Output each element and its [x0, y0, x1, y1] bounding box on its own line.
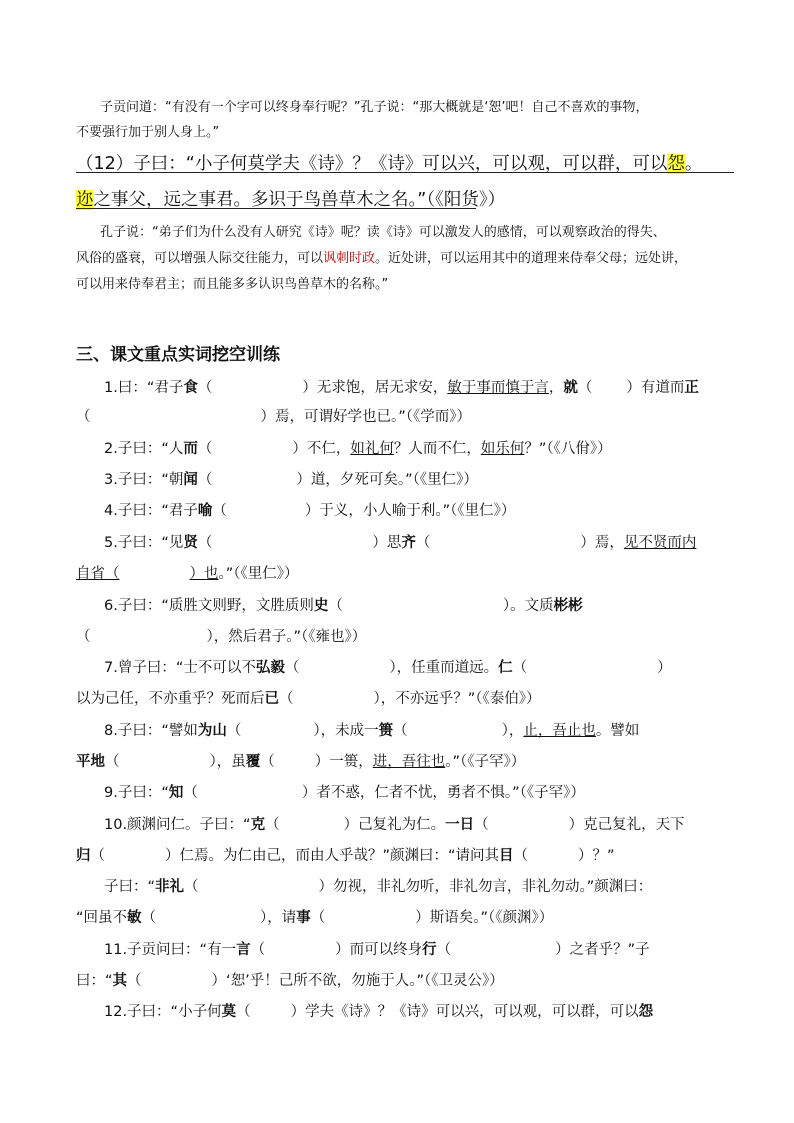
q6-line-2 [76, 625, 794, 646]
q4-text-2: ）于义，小人喻于利。”（《里仁》） [304, 503, 516, 519]
q5-line-2 [76, 562, 794, 583]
q5-line-1 [104, 531, 794, 552]
q10-text-9: ），请 [260, 910, 297, 926]
q1-text-3: ）有道而 [626, 380, 685, 396]
q10-line-1 [104, 813, 794, 834]
q5-text-3: ）焉， [580, 535, 624, 551]
q7-line-2 [76, 687, 794, 708]
q1-text: 1.曰：“君子 [104, 380, 184, 396]
q1-comma: ， [548, 380, 564, 396]
q11-paren: （ [250, 942, 266, 958]
q10-key: 克 [250, 817, 266, 833]
q11-line-2 [76, 969, 794, 990]
q11-paren-3: （ [127, 973, 142, 989]
q8-text-4: 。譬如 [595, 723, 640, 739]
q10-text-3: ）克己复礼，天下 [568, 817, 685, 833]
q7-line-1 [104, 656, 794, 677]
intro-line-1: 子贡问道：“有没有一个字可以终身奉行呢？”孔子说：“那大概就是‘恕’吧！自己不喜欢的事物， [100, 100, 649, 115]
q8-line-1 [104, 719, 794, 740]
q6-text: 6.子曰：“质胜文则野，文胜质则 [104, 598, 314, 614]
q1-paren-2: （ [577, 380, 593, 396]
q8-paren: （ [226, 723, 242, 739]
q5-paren-3: （ [105, 566, 120, 582]
q2-text-3: ？人而不仁， [393, 441, 481, 457]
q2-paren: （ [197, 441, 213, 457]
q6-line-1 [104, 594, 794, 615]
q1-key-3: 正 [684, 380, 699, 396]
q6-key-2: 彬彬 [553, 598, 583, 614]
q10-key-4: 目 [499, 848, 514, 864]
quote12-highlight-er: 迩 [76, 190, 94, 210]
q1-paren-3: （ [76, 409, 91, 425]
q6-text-3: ），然后君子。”（《雍也》） [206, 629, 367, 645]
q12-text: 12.子曰：“小子何 [104, 1004, 222, 1020]
q10-text-2: ）己复礼为仁。 [343, 817, 446, 833]
q7-text-4: ），不亦远乎？”（《泰伯》） [373, 691, 541, 707]
q10-key-5: 非礼 [155, 879, 185, 895]
q3-paren: （ [197, 472, 213, 488]
q9-key: 知 [168, 785, 184, 801]
q1-line-1 [104, 376, 794, 397]
q11-text-5: ）‘恕’乎！己所不欲，勿施于人。”（《卫灵公》） [211, 973, 504, 989]
q10-key-2: 一日 [445, 817, 475, 833]
q2-line [104, 437, 794, 458]
quote12-text: （12）子曰：“小子何莫学夫《诗》？《诗》可以兴，可以观，可以群，可以 [76, 154, 668, 174]
q1-line-2 [76, 405, 794, 426]
q5-underlined-2: 自省 [76, 566, 105, 582]
translation-line-1: 孔子说：“弟子们为什么没有人研究《诗》呢？读《诗》可以激发人的感情，可以观察政治的得失、 [100, 225, 666, 240]
q10-line-3 [104, 875, 794, 896]
q10-paren-6: （ [141, 910, 157, 926]
q8-text: 8.子曰：“譬如 [104, 723, 198, 739]
section-title: 三、课文重点实词挖空训练 [76, 345, 280, 365]
q8-text-3: ）， [501, 723, 524, 739]
q11-line-1 [104, 938, 794, 959]
q8-line-2 [76, 750, 794, 771]
q5-text-2: ）思 [372, 535, 402, 551]
q10-line-4 [76, 906, 794, 927]
q10-key-7: 事 [296, 910, 311, 926]
quote12-highlight-yuan: 怨 [667, 154, 685, 174]
quote12-text-2: 之事父，远之事君。多识于鸟兽草木之名。”（《阳货》） [93, 190, 506, 210]
q2-text-2: ）不仁， [292, 441, 351, 457]
q8-text-5: ），虽 [209, 754, 246, 770]
q10-text-6: 子曰：“ [104, 879, 156, 895]
q9-text-2: ）者不惑，仁者不忧，勇者不惧。”（《子罕》） [301, 785, 585, 801]
q5-text-4: 。”（《里仁》） [218, 566, 299, 582]
q10-key-6: 敏 [127, 910, 142, 926]
q3-text: 3.子曰：“朝 [104, 472, 184, 488]
translation-red: 讽刺时政 [323, 251, 376, 266]
q10-key-3: 归 [76, 848, 91, 864]
q1-underlined: 敏于事而慎于言 [447, 380, 549, 396]
q3-key: 闻 [183, 472, 198, 488]
q10-paren-7: （ [310, 910, 326, 926]
q10-paren: （ [265, 817, 280, 833]
q7-text-2: ），任重而道远。 [389, 660, 499, 676]
intro-line-2: 不要强行加于别人身上。” [76, 125, 220, 140]
q11-paren-2: （ [436, 942, 452, 958]
q8-key-4: 覆 [245, 754, 261, 770]
q11-text: 11.子贡问曰：“有一 [104, 942, 237, 958]
q7-paren: （ [284, 660, 300, 676]
q7-paren-3: （ [279, 691, 294, 707]
q12-text-2: ）学夫《诗》？《诗》可以兴，可以观，可以群，可以 [290, 1004, 639, 1020]
q10-paren-5: （ [184, 879, 199, 895]
q5-paren-2: （ [415, 535, 431, 551]
q5-paren: （ [197, 535, 213, 551]
q1-text-2: ）无求饱，居无求安， [302, 380, 448, 396]
q7-paren-2: （ [512, 660, 528, 676]
q10-text-4: ）仁焉。为仁由己，而由人乎哉？”颜渊曰：“请问其 [165, 848, 500, 864]
q2-key: 而 [183, 441, 198, 457]
q1-key: 食 [183, 380, 198, 396]
translation-line-2 [76, 247, 794, 266]
q12-key: 莫 [221, 1004, 237, 1020]
q8-key-2: 篑 [378, 723, 394, 739]
q12-key-2: 怨 [638, 1004, 654, 1020]
q8-key: 为山 [197, 723, 227, 739]
q8-paren-4: （ [260, 754, 275, 770]
q7-text: 7.曾子曰：“士不可以不 [104, 660, 256, 676]
q10-text-10: ）斯语矣。”（《颜渊》） [415, 910, 554, 926]
q6-paren-2: （ [76, 629, 91, 645]
q8-underlined: 止，吾止也 [523, 723, 596, 739]
quote12-underline-2 [76, 208, 476, 209]
q7-key-2: 仁 [498, 660, 513, 676]
q10-text: 10.颜渊问仁。子曰：“ [104, 817, 251, 833]
q2-text: 2.子曰：“人 [104, 441, 184, 457]
q8-text-6: ）一篑， [314, 754, 373, 770]
q10-paren-2: （ [474, 817, 489, 833]
q2-underlined: 如礼何 [350, 441, 394, 457]
q8-paren-2: （ [393, 723, 408, 739]
q1-paren: （ [197, 380, 213, 396]
quote12-underline-1 [76, 172, 734, 173]
q7-key: 弘毅 [255, 660, 285, 676]
q10-line-2 [76, 844, 794, 865]
q8-underlined-2: 进，吾往也 [372, 754, 446, 770]
q10-text-7: ）勿视，非礼勿听，非礼勿言，非礼勿动。”颜渊曰： [318, 879, 653, 895]
q1-key-2: 就 [563, 380, 578, 396]
q11-text-2: ）而可以终身 [335, 942, 423, 958]
q11-key: 言 [236, 942, 251, 958]
q6-text-2: ）。文质 [502, 598, 554, 614]
q7-key-3: 已 [264, 691, 279, 707]
q7-paren-close: ） [657, 660, 672, 676]
q5-key-2: 齐 [401, 535, 416, 551]
q6-paren: （ [328, 598, 343, 614]
q3-line [104, 468, 794, 489]
q9-line [104, 781, 794, 802]
q4-line [104, 499, 794, 520]
q9-paren: （ [183, 785, 198, 801]
q5-underlined: 见不贤而内 [623, 535, 697, 551]
quote12-period: 。 [684, 154, 703, 174]
q9-text: 9.子曰：“ [104, 785, 169, 801]
translation-text-b: 。近处讲，可以运用其中的道理来侍奉父母；远处讲， [375, 251, 688, 266]
q8-text-7: 。”（《子罕》） [445, 754, 526, 770]
translation-line-3: 可以用来侍奉君主；而且能多多认识鸟兽草木的名称。” [76, 277, 389, 292]
q11-key-3: 其 [112, 973, 128, 989]
q6-key: 史 [313, 598, 329, 614]
q10-paren-3: （ [90, 848, 105, 864]
q8-text-2: ），未成一 [313, 723, 379, 739]
q4-text: 4.子曰：“君子 [104, 503, 198, 519]
q5-underlined-3: ）也 [189, 566, 219, 582]
q8-paren-3: （ [105, 754, 120, 770]
q2-text-4: ？”（《八佾》） [524, 441, 612, 457]
q11-key-2: 行 [422, 942, 437, 958]
q10-text-5: ）？” [578, 848, 615, 864]
q1-text-4: ）焉，可谓好学也已。”（《学而》） [260, 409, 472, 425]
q5-key: 贤 [183, 535, 198, 551]
q2-underlined-2: 如乐何 [480, 441, 525, 457]
q8-key-3: 平地 [76, 754, 105, 770]
q5-text: 5.子曰：“见 [104, 535, 184, 551]
q12-paren: （ [236, 1004, 251, 1020]
q3-text-2: ）道，夕死可矣。”（《里仁》） [296, 472, 478, 488]
q4-paren: （ [212, 503, 227, 519]
q7-text-3: 以为己任，不亦重乎？死而后 [76, 691, 265, 707]
q10-text-8: “回虽不 [76, 910, 128, 926]
q11-text-4: 曰：“ [76, 973, 113, 989]
q12-line [104, 1000, 794, 1021]
q10-paren-4: （ [513, 848, 529, 864]
q4-key: 喻 [197, 503, 213, 519]
translation-text: 风俗的盛衰，可以增强人际交往能力，可以 [76, 251, 324, 266]
q11-text-3: ）之者乎？”子 [555, 942, 650, 958]
